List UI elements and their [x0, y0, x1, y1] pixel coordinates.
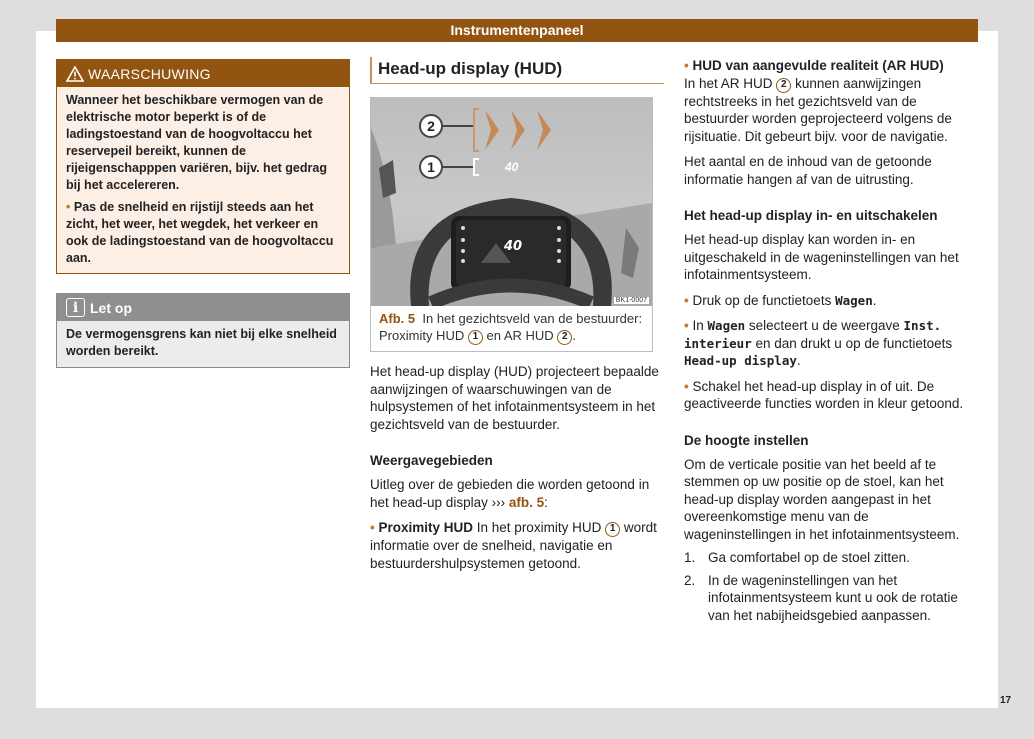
bullet-icon: •: [684, 292, 693, 308]
height-heading: De hoogte instellen: [684, 432, 809, 448]
areas-text: Uitleg over de gebieden die worden getoond in het head-up display ››› afb. 5:: [370, 477, 650, 510]
hud-illustration: [371, 98, 652, 306]
number-circle-icon: 2: [776, 78, 791, 93]
warning-triangle-icon: [66, 66, 84, 82]
bullet-icon: •: [684, 318, 693, 333]
warning-title: WAARSCHUWING: [88, 65, 211, 82]
number-circle-icon: 1: [605, 522, 620, 537]
callout-line-2: [441, 125, 473, 127]
right-column: [684, 57, 978, 624]
note-box: [56, 293, 350, 368]
left-column: [56, 59, 350, 368]
note-title: Let op: [90, 299, 132, 316]
warning-bullet: • Pas de snelheid en rijstijl steeds aan het zicht, het weer, het wegdek, het verkeer en ook de ladingstoestand van de hoogvoltaccu aan.: [66, 200, 334, 265]
number-circle-icon: 2: [557, 330, 572, 345]
areas-heading: Weergavegebieden: [370, 453, 493, 468]
ar-hud-bracket: [473, 108, 479, 152]
info-icon: i: [66, 298, 85, 317]
hud-speed: 40: [505, 160, 519, 174]
cluster-speed: 40: [504, 239, 523, 254]
bullet-icon: •: [684, 58, 693, 73]
height-text: Om de verticale positie van het beeld af te stemmen op uw positie op de stoel, kan het head-up display worden aangepast in het overeenkomstige menu van de wageninstellingen in het infotainmentsysteem.: [684, 456, 960, 542]
number-circle-icon: 1: [468, 330, 483, 345]
toggle-heading: Het head-up display in- en uitschakelen: [684, 208, 938, 223]
key-inst-interieur: Inst. interieur: [684, 318, 942, 351]
figure-code: BK1-0007: [615, 297, 647, 304]
warning-header: [57, 60, 349, 87]
proximity-bullet: • Proximity HUD In het proximity HUD 1 wordt informatie over de snelheid, navigatie en bestuurdershulpsystemen getoond.: [370, 520, 657, 571]
ar-hud-bullet: • HUD van aangevulde realiteit (AR HUD) In het AR HUD 2 kunnen aanwijzingen rechtstreeks in het gezichtsveld van de bestuurder worden geprojecteerd volgens de rijsituatie. Dit gebeurt bijv. voor de navigatie.: [684, 58, 952, 144]
page-number: 17: [1000, 695, 1012, 706]
step-item: 2. In de wageninstellingen van het infotainmentsysteem kunt u ook de rotatie van het nabijheidsgebied aanpassen.: [684, 572, 958, 623]
info-text: Het aantal en de inhoud van de getoonde informatie hangen af van de uitrusting.: [684, 154, 932, 187]
cross-reference-arrows: ›››: [491, 494, 506, 510]
key-wagen: Wagen: [835, 292, 873, 308]
proximity-hud-bracket: [473, 158, 479, 176]
bullet-icon: •: [66, 200, 74, 214]
note-header: [57, 294, 349, 321]
steps-list: [684, 549, 978, 624]
toggle-text: Het head-up display kan worden in- en uitgeschakeld in de wageninstellingen van het infotainmentsysteem.: [684, 232, 959, 282]
bullet-icon: •: [684, 378, 693, 394]
callout-1: 1: [419, 155, 443, 179]
callout-line-1: [441, 166, 473, 168]
ar-navigation-arrows-icon: [483, 108, 573, 153]
figure-link[interactable]: afb. 5: [508, 494, 545, 510]
warning-paragraph: Wanneer het beschikbare vermogen van de elektrische motor beperkt is of de ladingstoestand van de hoogvoltaccu het reservepeil bereikt, kunnen de rijeigenschapppen variëren, bijv. het gedrag bij het accelereren.: [66, 93, 327, 192]
caption-label: Afb. 5: [379, 311, 416, 326]
hud-intro: Het head-up display (HUD) projecteert bepaalde aanwijzingen of waarschuwingen van de hulpsystemen of het infotainmentsysteem in het gezichtsveld van de bestuurder.: [370, 364, 659, 432]
toggle-bullet-3: • Schakel het head-up display in of uit. De geactiveerde functies worden in kleur getoond.: [684, 378, 964, 411]
callout-2: 2: [419, 114, 443, 138]
toggle-bullet-1: • Druk op de functietoets Wagen.: [684, 292, 877, 308]
chapter-header: Instrumentenpaneel: [56, 19, 978, 42]
warning-box: [56, 59, 350, 274]
figure-hud: [370, 97, 653, 352]
middle-column: [370, 57, 664, 572]
section-title: Head-up display (HUD): [370, 57, 664, 84]
bullet-icon: •: [370, 520, 379, 535]
warning-body: [57, 87, 349, 273]
key-wagen: Wagen: [707, 318, 746, 333]
toggle-bullet-2: • In Wagen selecteert u de weergave Inst. interieur en dan drukt u op de functietoets Head-up display.: [684, 318, 953, 368]
note-body: De vermogensgrens kan niet bij elke snelheid worden bereikt.: [66, 327, 337, 358]
step-item: 1. Ga comfortabel op de stoel zitten.: [684, 550, 910, 565]
key-head-up-display: Head-up display: [684, 353, 797, 368]
figure-caption: Afb. 5 In het gezichtsveld van de bestuurder: Proximity HUD 1 en AR HUD 2 .: [379, 311, 643, 343]
